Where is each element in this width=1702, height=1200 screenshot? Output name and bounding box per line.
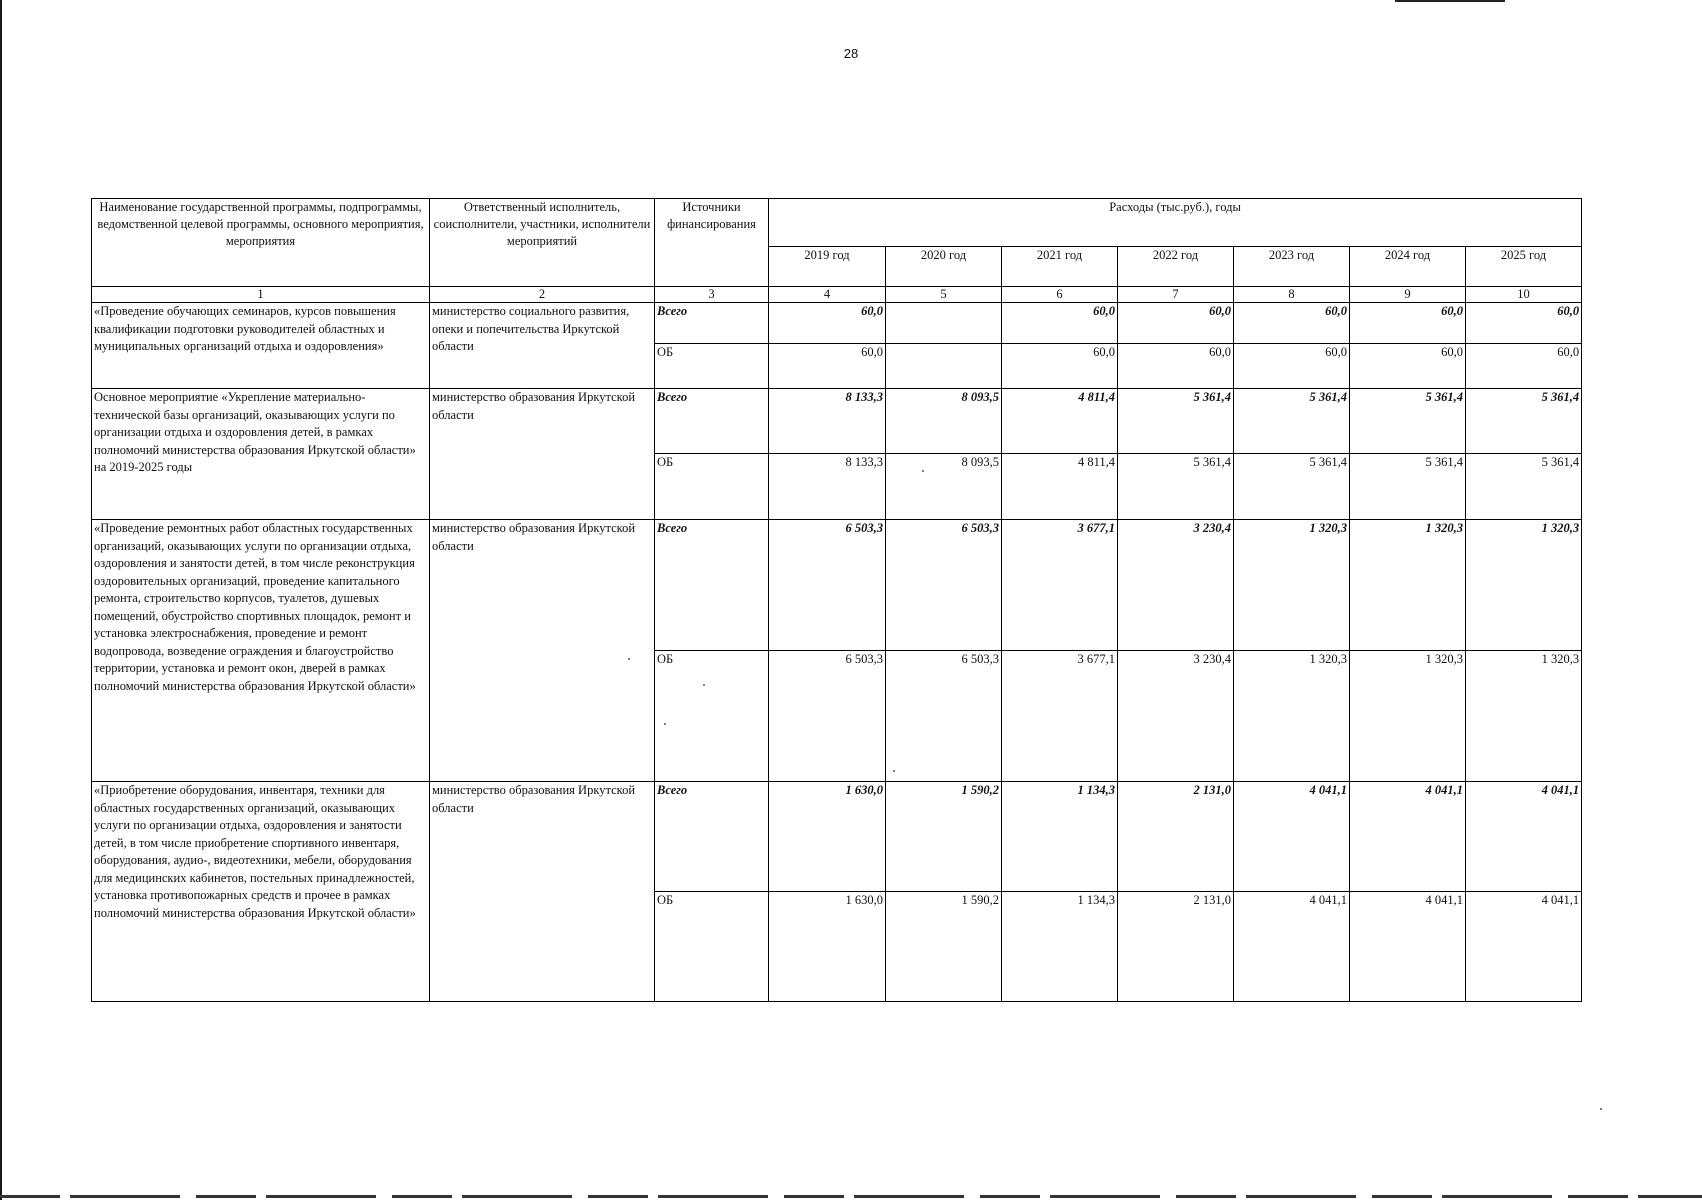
value-total-2024: 1 320,3 [1350,520,1466,651]
year-2025: 2025 год [1466,247,1582,287]
year-2023: 2023 год [1234,247,1350,287]
source-total: Всего [655,782,769,892]
value-ob-2024: 60,0 [1350,344,1466,389]
scan-speck [1600,1108,1602,1110]
value-ob-2024: 5 361,4 [1350,454,1466,520]
scan-speck [703,684,705,686]
measure-name: «Проведение ремонтных работ областных государственных организаций, оказывающих услуги по организации отдыха, оздоровления и занятости детей, в том числе реконструкция оздоровительных организаций, проведение капитального ремонта, строительство корпусов, туалетов, душевых помещений, обустройство спортивных площадок, ремонт и установка электроснабжения, проведение и ремонт водопровода, возведение ограждения и благоустройство территории, установка и ремонт окон, дверей в рамках полномочий министерства образования Иркутской области» [92,520,430,782]
value-ob-2025: 5 361,4 [1466,454,1582,520]
measure-name: «Проведение обучающих семинаров, курсов повышения квалификации подготовки руководителей областных и муниципальных организаций отдыха и оздоровления» [92,303,430,389]
value-total-2022: 3 230,4 [1118,520,1234,651]
value-ob-2024: 1 320,3 [1350,651,1466,782]
value-total-2023: 60,0 [1234,303,1350,344]
value-ob-2020: 6 503,3 [886,651,1002,782]
value-ob-2025: 60,0 [1466,344,1582,389]
scan-speck [922,470,924,472]
table-row [92,303,1582,344]
column-number: 2 [430,287,655,303]
value-ob-2024: 4 041,1 [1350,892,1466,1002]
column-number: 6 [1002,287,1118,303]
value-total-2020: 8 093,5 [886,389,1002,454]
value-ob-2021: 3 677,1 [1002,651,1118,782]
scan-speck [628,658,630,660]
column-number: 7 [1118,287,1234,303]
value-total-2021: 4 811,4 [1002,389,1118,454]
source-ob: ОБ [655,892,769,1002]
measure-executor: министерство социального развития, опеки и попечительства Иркутской области [430,303,655,389]
value-total-2019: 1 630,0 [769,782,886,892]
value-total-2019: 8 133,3 [769,389,886,454]
value-ob-2022: 3 230,4 [1118,651,1234,782]
value-total-2024: 4 041,1 [1350,782,1466,892]
value-total-2021: 60,0 [1002,303,1118,344]
column-number: 1 [92,287,430,303]
source-total: Всего [655,520,769,651]
value-ob-2021: 4 811,4 [1002,454,1118,520]
value-ob-2022: 60,0 [1118,344,1234,389]
value-total-2024: 60,0 [1350,303,1466,344]
page-number: 28 [843,46,859,61]
scan-mark-top [1395,0,1505,2]
value-ob-2019: 60,0 [769,344,886,389]
value-total-2024: 5 361,4 [1350,389,1466,454]
value-total-2022: 2 131,0 [1118,782,1234,892]
table-row [92,389,1582,454]
year-2022: 2022 год [1118,247,1234,287]
value-ob-2021: 60,0 [1002,344,1118,389]
measure-executor: министерство образования Иркутской области [430,389,655,520]
source-ob: ОБ [655,344,769,389]
value-ob-2020: 8 093,5 [886,454,1002,520]
value-total-2021: 1 134,3 [1002,782,1118,892]
value-total-2025: 5 361,4 [1466,389,1582,454]
value-ob-2019: 1 630,0 [769,892,886,1002]
table-row [92,520,1582,651]
value-total-2023: 5 361,4 [1234,389,1350,454]
measure-name: Основное мероприятие «Укрепление материально-технической базы организаций, оказывающих услуги по организации отдыха и оздоровления детей, в рамках полномочий министерства образования Иркутской области» на 2019-2025 годы [92,389,430,520]
column-number: 9 [1350,287,1466,303]
column-number-row [92,287,1582,303]
scan-border-left [0,0,2,1200]
measure-executor: министерство образования Иркутской области [430,520,655,782]
value-ob-2022: 5 361,4 [1118,454,1234,520]
value-total-2025: 1 320,3 [1466,520,1582,651]
value-ob-2023: 5 361,4 [1234,454,1350,520]
value-total-2019: 6 503,3 [769,520,886,651]
value-ob-2023: 60,0 [1234,344,1350,389]
header-source: Источники финансирования [655,199,769,287]
column-number: 5 [886,287,1002,303]
header-executor: Ответственный исполнитель, соисполнители, участники, исполнители мероприятий [430,199,655,287]
header-name: Наименование государственной программы, подпрограммы, ведомственной целевой программы, основного мероприятия, мероприятия [92,199,430,287]
year-2020: 2020 год [886,247,1002,287]
value-total-2022: 60,0 [1118,303,1234,344]
value-ob-2025: 4 041,1 [1466,892,1582,1002]
year-2021: 2021 год [1002,247,1118,287]
source-total: Всего [655,303,769,344]
value-total-2020: 1 590,2 [886,782,1002,892]
source-ob: ОБ [655,454,769,520]
year-2024: 2024 год [1350,247,1466,287]
value-total-2025: 4 041,1 [1466,782,1582,892]
scan-speck [664,723,666,725]
value-ob-2023: 4 041,1 [1234,892,1350,1002]
value-total-2019: 60,0 [769,303,886,344]
measure-executor: министерство образования Иркутской области [430,782,655,1002]
value-ob-2020 [886,344,1002,389]
column-number: 4 [769,287,886,303]
value-ob-2021: 1 134,3 [1002,892,1118,1002]
value-total-2020 [886,303,1002,344]
value-total-2025: 60,0 [1466,303,1582,344]
value-ob-2019: 8 133,3 [769,454,886,520]
column-number: 8 [1234,287,1350,303]
source-ob: ОБ [655,651,769,782]
table-row [92,782,1582,892]
header-expenses: Расходы (тыс.руб.), годы [769,199,1582,247]
value-ob-2025: 1 320,3 [1466,651,1582,782]
scan-speck [893,770,895,772]
value-ob-2022: 2 131,0 [1118,892,1234,1002]
value-ob-2023: 1 320,3 [1234,651,1350,782]
value-total-2021: 3 677,1 [1002,520,1118,651]
year-2019: 2019 год [769,247,886,287]
scan-border-bottom [0,1195,1702,1198]
value-total-2020: 6 503,3 [886,520,1002,651]
value-total-2023: 4 041,1 [1234,782,1350,892]
value-total-2022: 5 361,4 [1118,389,1234,454]
source-total: Всего [655,389,769,454]
column-number: 10 [1466,287,1582,303]
value-ob-2019: 6 503,3 [769,651,886,782]
budget-table [91,198,1582,1002]
column-number: 3 [655,287,769,303]
value-total-2023: 1 320,3 [1234,520,1350,651]
value-ob-2020: 1 590,2 [886,892,1002,1002]
measure-name: «Приобретение оборудования, инвентаря, техники для областных государственных организаций, оказывающих услуги по организации отдыха, оздоровления и занятости детей, в том числе приобретение спортивного инвентаря, оборудования, аудио-, видеотехники, мебели, оборудования для медицинских кабинетов, постельных принадлежностей, установка противопожарных средств и прочее в рамках полномочий министерства образования Иркутской области» [92,782,430,1002]
